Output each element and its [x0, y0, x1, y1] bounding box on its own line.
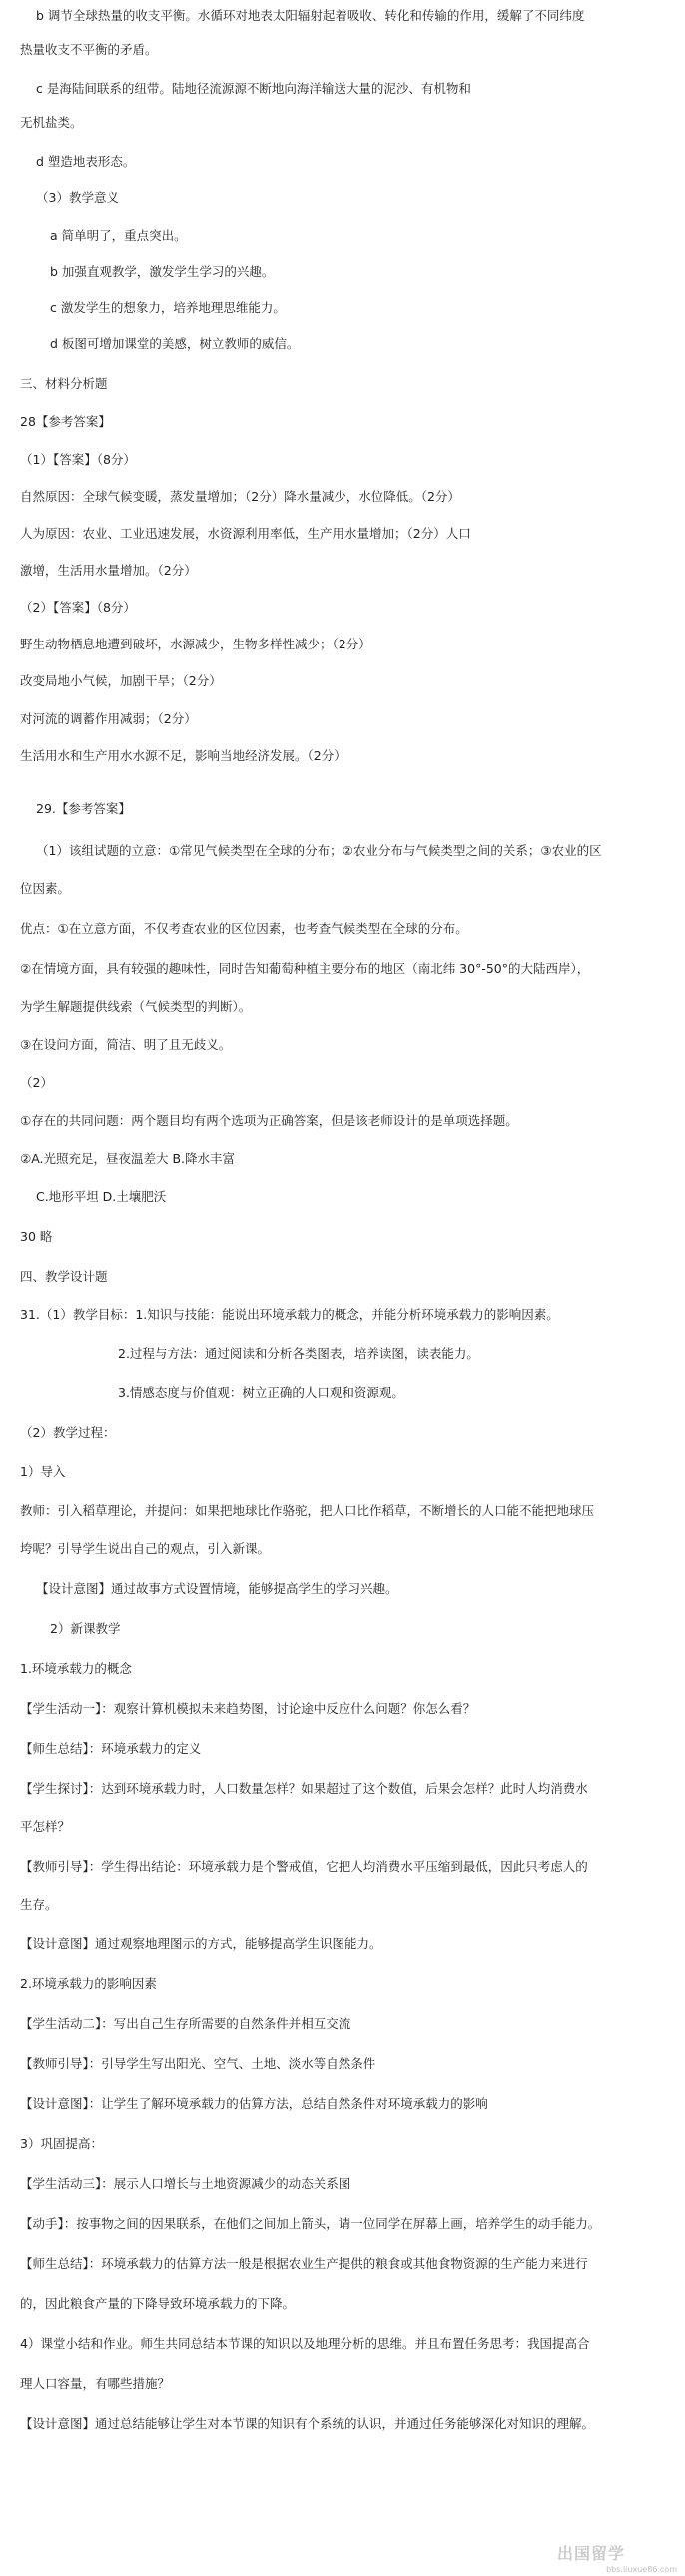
- text-line: 【学生活动二】：写出自己生存所需要的自然条件并相互交流: [20, 2016, 351, 2031]
- text-line: 生活用水和生产用水水源不足，影响当地经济发展。（2分）: [20, 748, 346, 763]
- text-line: 野生动物栖息地遭到破坏，水源减少，生物多样性减少；（2分）: [20, 637, 371, 651]
- text-line: 1）导入: [20, 1464, 66, 1479]
- text-line: d 板图可增加课堂的美感，树立教师的威信。: [50, 336, 300, 351]
- text-line: 热量收支不平衡的矛盾。: [20, 42, 158, 57]
- watermark-logo: 出国留学: [557, 2543, 626, 2563]
- text-line: 激增，生活用水量增加。（2分）: [20, 563, 197, 578]
- text-line: b 调节全球热量的收支平衡。水循环对地表太阳辐射起着吸收、转化和传输的作用，缓解了不同纬度: [36, 8, 585, 23]
- text-line: C.地形平坦 D.土壤肥沃: [36, 1189, 167, 1204]
- text-line: （2）教学过程：: [20, 1425, 116, 1440]
- text-line: 2.过程与方法：通过阅读和分析各类图表，培养读图，读表能力。: [118, 1346, 479, 1361]
- text-line: 平怎样？: [20, 1819, 71, 1834]
- text-line: 人为原因：农业、工业迅速发展，水资源利用率低，生产用水量增加；（2分）人口: [20, 526, 471, 541]
- text-line: ①存在的共同问题：两个题目均有两个选项为正确答案，但是该老师设计的是单项选择题。: [20, 1113, 518, 1128]
- section-heading: 四、教学设计题: [20, 1269, 108, 1284]
- text-line: 对河流的调蓄作用减弱；（2分）: [20, 711, 197, 726]
- text-line: 2）新课教学: [50, 1621, 121, 1636]
- text-line: c 激发学生的想象力，培养地理思维能力。: [50, 300, 286, 315]
- text-line: 【师生总结】：环境承载力的定义: [20, 1741, 202, 1756]
- text-line: 【动手】：按事物之间的因果联系，在他们之间加上箭头，请一位同学在屏幕上画，培养学生的动手能力。: [20, 2216, 601, 2231]
- text-line: ②在情境方面，具有较强的趣味性，同时告知葡萄种植主要分布的地区（南北纬 30°-50°的大陆西岸），: [20, 961, 590, 976]
- text-line: c 是海陆间联系的纽带。陆地径流源源不断地向海洋输送大量的泥沙、有机物和: [36, 81, 471, 96]
- text-line: 自然原因：全球气候变暖，蒸发量增加；（2分）降水量减少，水位降低。（2分）: [20, 489, 460, 504]
- text-line: 改变局地小气候，加剧干旱；（2分）: [20, 673, 222, 688]
- text-line: 为学生解题提供线索（气候类型的判断）。: [20, 999, 252, 1014]
- text-line: 3）巩固提高：: [20, 2136, 103, 2151]
- text-line: 2.环境承载力的影响因素: [20, 1976, 157, 1991]
- answer-heading: 29.【参考答案】: [36, 801, 131, 816]
- text-line: 的，因此粮食产量的下降导致环境承载力的下降。: [20, 2296, 296, 2311]
- text-line: 30 略: [20, 1229, 53, 1244]
- text-line: 垮呢？引导学生说出自己的观点，引入新课。: [20, 1541, 271, 1556]
- text-line: ③在设问方面，简洁、明了且无歧义。: [20, 1037, 232, 1052]
- text-line: a 简单明了，重点突出。: [50, 228, 187, 243]
- section-heading: （3）教学意义: [36, 190, 119, 205]
- text-line: 31.（1）教学目标：1.知识与技能：能说出环境承载力的概念，并能分析环境承载力的影响因素。: [20, 1307, 559, 1322]
- text-line: 【设计意图】通过总结能够让学生对本节课的知识有个系统的认识，并通过任务能够深化对知识的理解。: [20, 2416, 595, 2431]
- text-line: 位因素。: [20, 881, 71, 896]
- watermark-url: bbs.liuxue86.com: [606, 2565, 677, 2574]
- text-line: 【学生活动一】：观察计算机模拟未来趋势图，讨论途中反应什么问题？你怎么看？: [20, 1701, 476, 1716]
- text-line: （2）: [20, 1075, 53, 1090]
- text-line: （2）【答案】（8分）: [20, 600, 136, 615]
- text-line: 生存。: [20, 1897, 58, 1912]
- text-line: 理人口容量，有哪些措施？: [20, 2376, 171, 2391]
- text-line: 3.情感态度与价值观：树立正确的人口观和资源观。: [118, 1385, 404, 1400]
- section-heading: 三、材料分析题: [20, 376, 108, 391]
- text-line: 【师生总结】：环境承载力的估算方法一般是根据农业生产提供的粮食或其他食物资源的生产能力来进行: [20, 2256, 588, 2271]
- text-line: （1）该组试题的立意：①常见气候类型在全球的分布；②农业分布与气候类型之间的关系；③农业的区: [36, 843, 602, 858]
- text-line: d 塑造地表形态。: [36, 154, 136, 169]
- text-line: 1.环境承载力的概念: [20, 1661, 132, 1676]
- text-line: 【学生活动三】：展示人口增长与土地资源减少的动态关系图: [20, 2176, 351, 2191]
- text-line: 优点：①在立意方面，不仅考查农业的区位因素，也考查气候类型在全球的分布。: [20, 921, 468, 936]
- text-line: 【教师引导】：引导学生写出阳光、空气、土地、淡水等自然条件: [20, 2056, 376, 2071]
- text-line: 【设计意图】通过观察地理图示的方式，能够提高学生识图能力。: [20, 1936, 382, 1951]
- text-line: 【设计意图】：让学生了解环境承载力的估算方法，总结自然条件对环境承载力的影响: [20, 2096, 488, 2111]
- text-line: （1）【答案】（8分）: [20, 452, 136, 467]
- text-line: 【设计意图】通过故事方式设置情境，能够提高学生的学习兴趣。: [36, 1581, 398, 1596]
- text-line: 无机盐类。: [20, 115, 83, 130]
- text-line: 教师：引入稻草理论，并提问：如果把地球比作骆驼，把人口比作稻草，不断增长的人口能不能把地球压: [20, 1503, 595, 1518]
- text-line: ②A.光照充足，昼夜温差大 B.降水丰富: [20, 1151, 236, 1166]
- text-line: 4）课堂小结和作业。师生共同总结本节课的知识以及地理分析的思维。并且布置任务思考：我国提高合: [20, 2336, 590, 2351]
- answer-heading: 28【参考答案】: [20, 414, 111, 429]
- text-line: 【学生探讨】：达到环境承载力时，人口数量怎样？如果超过了这个数值，后果会怎样？此时人均消费水: [20, 1781, 588, 1796]
- text-line: b 加强直观教学，激发学生学习的兴趣。: [50, 264, 275, 279]
- text-line: 【教师引导】：学生得出结论：环境承载力是个警戒值，它把人均消费水平压缩到最低，因此只考虑人的: [20, 1859, 588, 1874]
